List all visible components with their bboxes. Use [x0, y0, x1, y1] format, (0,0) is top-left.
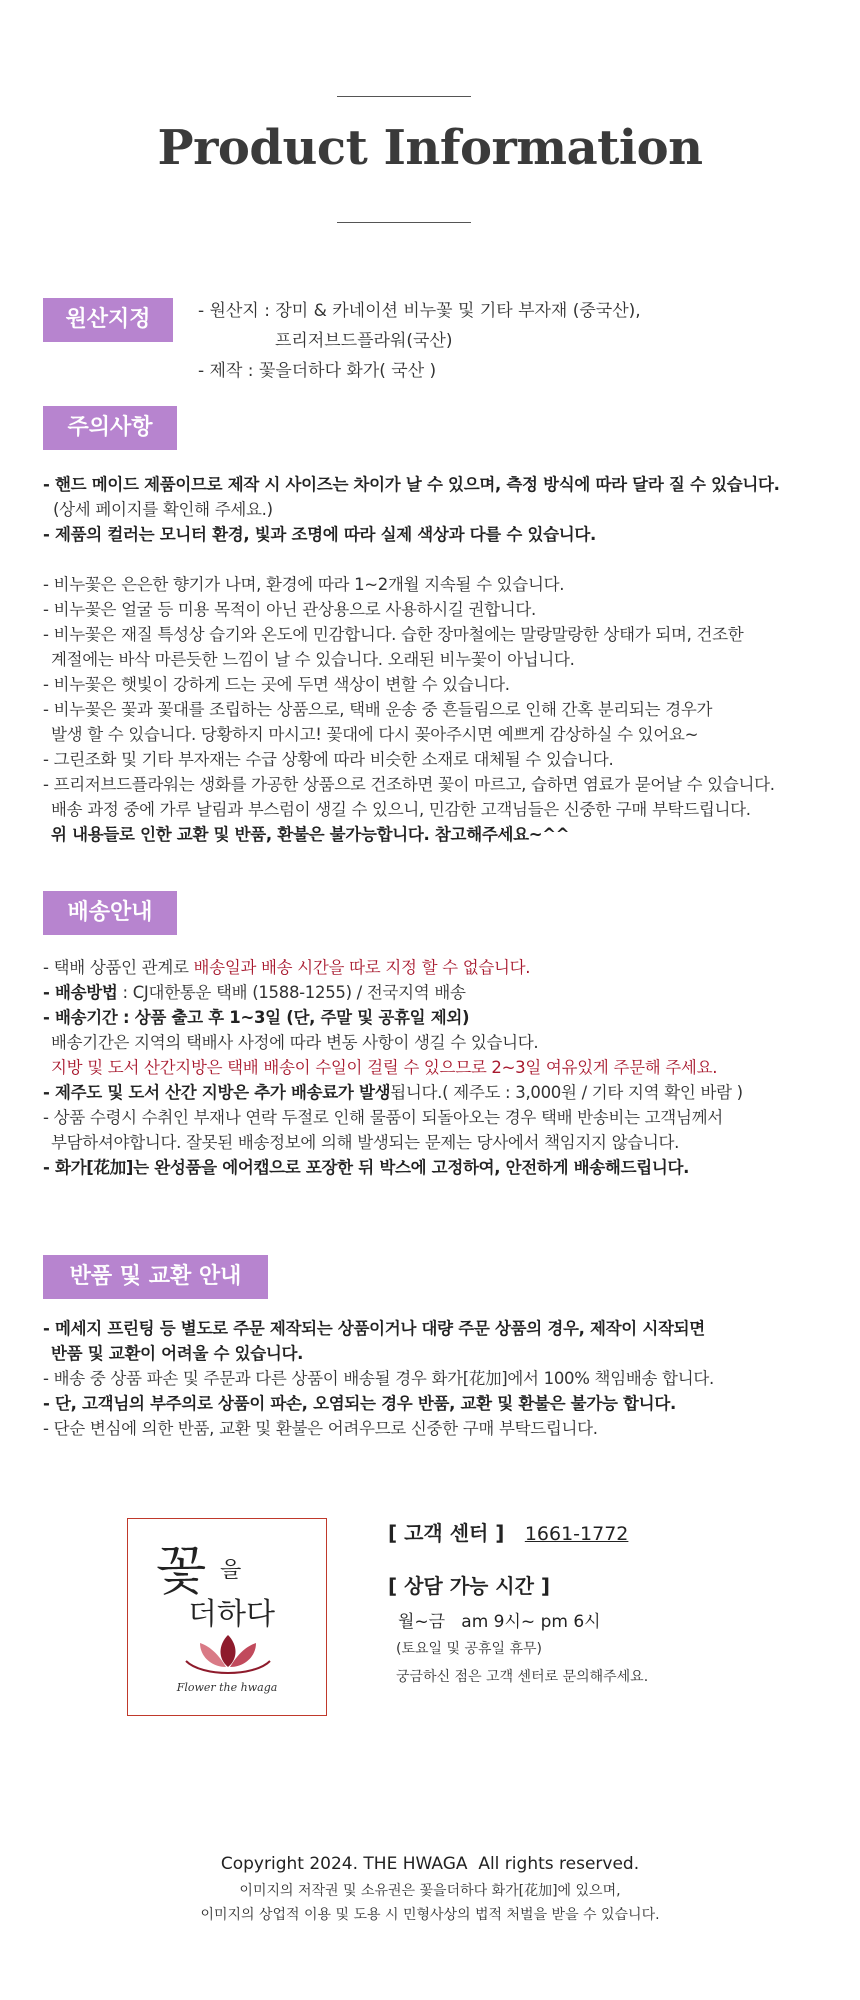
cs-closed: (토요일 및 공휴일 휴무) — [396, 1641, 542, 1657]
caution-line: - 비누꽃은 은은한 향기가 나며, 환경에 따라 1~2개월 지속될 수 있습니다. — [43, 575, 565, 594]
delivery-line: 부담하셔야합니다. 잘못된 배송정보에 의해 발생되는 문제는 당사에서 책임지지 않습니다. — [51, 1133, 680, 1152]
caution-line: 계절에는 바삭 마른듯한 느낌이 날 수 있습니다. 오래된 비누꽃이 아닙니다. — [51, 650, 575, 669]
delivery-line: - 상품 수령시 수취인 부재나 연락 두절로 인해 물품이 되돌아오는 경우 택배 반송비는 고객님께서 — [43, 1108, 723, 1127]
caution-line: - 프리저브드플라워는 생화를 가공한 상품으로 건조하면 꽃이 마르고, 습하면 염료가 묻어날 수 있습니다. — [43, 775, 775, 794]
delivery-line: - 제주도 및 도서 산간 지방은 추가 배송료가 발생됩니다.( 제주도 : 3,000원 / 기타 지역 확인 바람 ) — [43, 1083, 743, 1102]
caution-line: - 핸드 메이드 제품이므로 제작 시 사이즈는 차이가 날 수 있으며, 측정 방식에 따라 달라 질 수 있습니다. — [43, 475, 780, 494]
caution-list — [43, 472, 780, 847]
lotus-icon — [178, 1631, 278, 1681]
caution-line: - 비누꽃은 얼굴 등 미용 목적이 아닌 관상용으로 사용하시길 권합니다. — [43, 600, 536, 619]
cs-note: 궁금하신 점은 고객 센터로 문의해주세요. — [396, 1669, 649, 1685]
origin-label: 원산지정보 — [43, 298, 173, 342]
cs-phone[interactable]: 1661-1772 — [524, 1523, 629, 1545]
logo-text-small: 을 — [220, 1558, 242, 1583]
customer-center — [388, 1517, 648, 1686]
brand-logo — [127, 1518, 327, 1716]
caution-line: - 비누꽃은 꽃과 꽃대를 조립하는 상품으로, 택배 운송 중 흔들림으로 인해 간혹 분리되는 경우가 — [43, 700, 713, 719]
caution-line: - 제품의 컬러는 모니터 환경, 빛과 조명에 따라 실제 색상과 다를 수 있습니다. — [43, 525, 596, 544]
returns-list — [43, 1316, 714, 1441]
returns-line: - 배송 중 상품 파손 및 주문과 다른 상품이 배송될 경우 화가[花加]에서 100% 책임배송 합니다. — [43, 1369, 714, 1388]
logo-text-sub: 더하다 — [188, 1597, 275, 1632]
caution-line: 위 내용들로 인한 교환 및 반품, 환불은 불가능합니다. 참고해주세요~^^ — [51, 825, 570, 844]
cs-title: [ 고객 센터 ] — [388, 1521, 505, 1545]
caution-line: (상세 페이지를 확인해 주세요.) — [53, 500, 273, 519]
origin-line: 프리저브드플라워(국산) — [275, 331, 453, 351]
delivery-line: - 배송기간 : 상품 출고 후 1~3일 (단, 주말 및 공휴일 제외) — [43, 1008, 470, 1027]
returns-line: - 단, 고객님의 부주의로 상품이 파손, 오염되는 경우 반품, 교환 및 환불은 불가능 합니다. — [43, 1394, 676, 1413]
delivery-line: - 택배 상품인 관계로 배송일과 배송 시간을 따로 지정 할 수 없습니다. — [43, 958, 531, 977]
footer-rights: 이미지의 저작권 및 소유권은 꽃을더하다 화가[花加]에 있으며, — [239, 1883, 621, 1899]
cs-hours: 월~금 am 9시~ pm 6시 — [398, 1612, 601, 1632]
returns-line: - 메세지 프린팅 등 별도로 주문 제작되는 상품이거나 대량 주문 상품의 경우, 제작이 시작되면 — [43, 1319, 705, 1338]
origin-line: - 원산지 : 장미 & 카네이션 비누꽃 및 기타 부자재 (중국산), — [198, 301, 641, 321]
page-title: Product Information — [157, 120, 703, 176]
returns-label: 반품 및 교환 안내 — [43, 1255, 268, 1299]
cs-hours-title: [ 상담 가능 시간 ] — [388, 1574, 551, 1598]
caution-line: - 그린조화 및 기타 부자재는 수급 상황에 따라 비슷한 소재로 대체될 수 있습니다. — [43, 750, 614, 769]
delivery-list — [43, 955, 743, 1180]
origin-info — [198, 296, 641, 386]
origin-line: - 제작 : 꽃을더하다 화가( 국산 ) — [198, 361, 437, 381]
delivery-line: - 배송방법 : CJ대한통운 택배 (1588-1255) / 전국지역 배송 — [43, 983, 466, 1002]
delivery-line: - 화가[花加]는 완성품을 에어캡으로 포장한 뒤 박스에 고정하여, 안전하게 배송해드립니다. — [43, 1158, 690, 1177]
returns-line: - 단순 변심에 의한 반품, 교환 및 환불은 어려우므로 신중한 구매 부탁드립니다. — [43, 1419, 598, 1438]
top-rule — [337, 96, 471, 97]
caution-label: 주의사항 — [43, 406, 177, 450]
copyright: Copyright 2024. THE HWAGA All rights reserved. — [220, 1854, 640, 1874]
bottom-rule — [337, 222, 471, 223]
delivery-line: 배송기간은 지역의 택배사 사정에 따라 변동 사항이 생길 수 있습니다. — [51, 1033, 539, 1052]
footer-warning: 이미지의 상업적 이용 및 도용 시 민형사상의 법적 처벌을 받을 수 있습니다. — [200, 1907, 660, 1923]
delivery-line: 지방 및 도서 산간지방은 택배 배송이 수일이 걸릴 수 있으므로 2~3일 여유있게 주문해 주세요. — [51, 1058, 718, 1077]
caution-line: - 비누꽃은 재질 특성상 습기와 온도에 민감합니다. 습한 장마철에는 말랑말랑한 상태가 되며, 건조한 — [43, 625, 744, 644]
caution-line: - 비누꽃은 햇빛이 강하게 드는 곳에 두면 색상이 변할 수 있습니다. — [43, 675, 510, 694]
caution-line: 발생 할 수 있습니다. 당황하지 마시고! 꽃대에 다시 꽂아주시면 예쁘게 감상하실 수 있어요~ — [51, 725, 699, 744]
returns-line: 반품 및 교환이 어려울 수 있습니다. — [51, 1344, 304, 1363]
delivery-label: 배송안내 — [43, 891, 177, 935]
caution-line: 배송 과정 중에 가루 날림과 부스럼이 생길 수 있으니, 민감한 고객님들은 신중한 구매 부탁드립니다. — [51, 800, 751, 819]
logo-caption: Flower the hwaga — [176, 1681, 278, 1694]
logo-text-main: 꽃 — [156, 1542, 207, 1602]
